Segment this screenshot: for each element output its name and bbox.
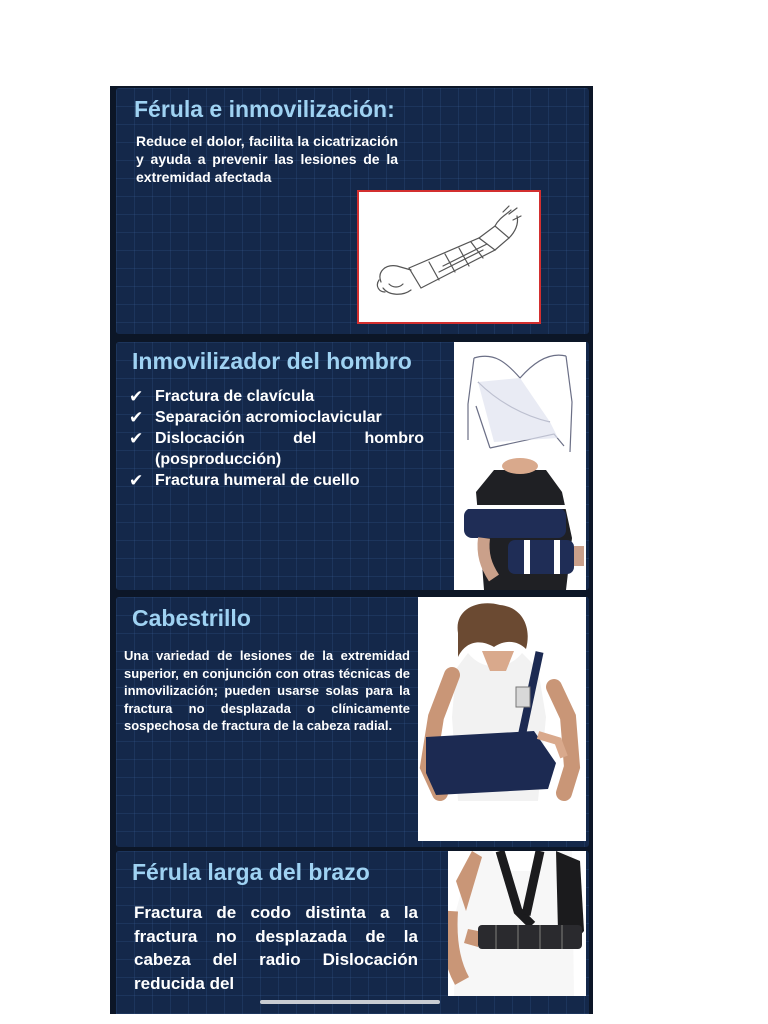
shoulder-immobilizer-images	[454, 342, 586, 590]
list-item	[129, 428, 424, 470]
list-item-label: Dislocación del hombro (posproducción)	[155, 430, 424, 468]
section-description: Una variedad de lesiones de la extremidad superior, en conjunción con otras técnicas de inmovilización; pueden usarse solas para la fractura no desplazada o clínicamente sospechosa de fractura de la cabeza radial.	[124, 648, 410, 734]
checkmark-icon: ✔	[129, 408, 144, 427]
long-arm-splint-photo	[448, 851, 586, 996]
shoulder-immobilizer-photo	[462, 458, 584, 590]
scroll-handle[interactable]	[260, 1000, 440, 1004]
arm-splint-drawing-image	[357, 190, 541, 324]
checkmark-icon: ✔	[129, 429, 144, 448]
list-item-label: Fractura de clavícula	[155, 388, 315, 405]
list-item-label: Separación acromioclavicular	[155, 409, 382, 426]
section-title: Férula larga del brazo	[132, 859, 370, 885]
slide-frame	[110, 86, 593, 1014]
section-title: Inmovilizador del hombro	[132, 348, 412, 374]
section-description: Fractura de codo distinta a la fractura no desplazada de la cabeza del radio Dislocación reducida del	[134, 903, 418, 993]
list-item	[129, 470, 424, 491]
list-item	[129, 407, 424, 428]
section-shoulder-immobilizer	[116, 342, 589, 590]
shoulder-sling-drawing	[454, 342, 586, 590]
section-long-arm-splint	[116, 851, 589, 1014]
indication-list	[129, 386, 424, 491]
arm-sling-photo	[418, 597, 586, 841]
list-item	[129, 386, 424, 407]
section-description: Reduce el dolor, facilita la cicatrización y ayuda a prevenir las lesiones de la extremidad afectada	[136, 133, 398, 185]
section-title: Férula e inmovilización:	[134, 96, 395, 122]
section-title: Cabestrillo	[132, 605, 251, 631]
list-item-label: Fractura humeral de cuello	[155, 472, 360, 489]
checkmark-icon: ✔	[129, 387, 144, 406]
checkmark-icon: ✔	[129, 471, 144, 490]
section-splint-immobilization	[116, 88, 589, 334]
section-sling	[116, 597, 589, 847]
